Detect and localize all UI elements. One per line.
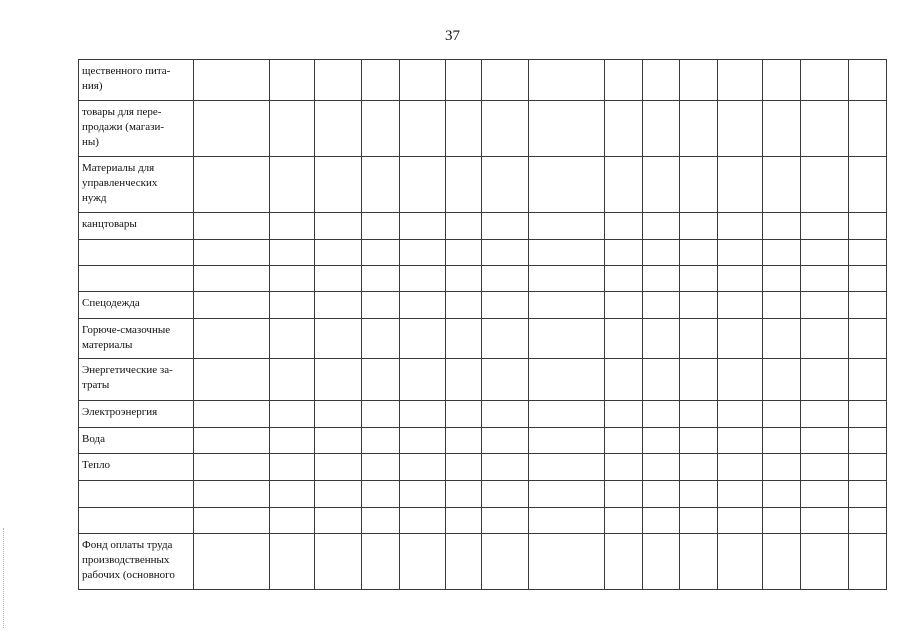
empty-data-cell xyxy=(801,319,849,359)
empty-data-cell xyxy=(270,359,315,401)
empty-data-cell xyxy=(605,481,643,508)
empty-data-cell xyxy=(718,101,763,157)
empty-data-cell xyxy=(315,508,362,534)
empty-data-cell xyxy=(529,454,605,481)
empty-data-cell xyxy=(849,359,887,401)
empty-data-cell xyxy=(315,101,362,157)
empty-data-cell xyxy=(849,508,887,534)
empty-data-cell xyxy=(482,240,529,266)
empty-data-cell xyxy=(194,101,270,157)
empty-data-cell xyxy=(763,319,801,359)
row-label-cell: Энергетические за- траты xyxy=(79,359,194,401)
empty-data-cell xyxy=(270,292,315,319)
empty-data-cell xyxy=(763,401,801,428)
empty-data-cell xyxy=(680,240,718,266)
empty-data-cell xyxy=(482,213,529,240)
empty-data-cell xyxy=(315,213,362,240)
empty-data-cell xyxy=(315,401,362,428)
empty-data-cell xyxy=(482,428,529,454)
empty-data-cell xyxy=(849,454,887,481)
empty-data-cell xyxy=(718,266,763,292)
empty-data-cell xyxy=(643,401,680,428)
empty-data-cell xyxy=(605,157,643,213)
row-label-cell: Тепло xyxy=(79,454,194,481)
empty-data-cell xyxy=(446,454,482,481)
table-row xyxy=(79,401,887,428)
empty-data-cell xyxy=(801,481,849,508)
empty-data-cell xyxy=(446,60,482,101)
row-label-cell: Вода xyxy=(79,428,194,454)
empty-data-cell xyxy=(529,101,605,157)
empty-data-cell xyxy=(270,454,315,481)
empty-data-cell xyxy=(849,213,887,240)
empty-data-cell xyxy=(643,266,680,292)
empty-data-cell xyxy=(362,157,400,213)
empty-data-cell xyxy=(718,292,763,319)
empty-data-cell xyxy=(446,508,482,534)
empty-data-cell xyxy=(270,319,315,359)
table-row xyxy=(79,60,887,101)
empty-data-cell xyxy=(801,60,849,101)
empty-data-cell xyxy=(763,428,801,454)
empty-data-cell xyxy=(643,292,680,319)
empty-data-cell xyxy=(270,401,315,428)
empty-data-cell xyxy=(446,266,482,292)
empty-data-cell xyxy=(801,454,849,481)
page-number: 37 xyxy=(445,28,460,44)
empty-data-cell xyxy=(763,240,801,266)
empty-data-cell xyxy=(362,481,400,508)
table-row xyxy=(79,428,887,454)
empty-data-cell xyxy=(315,359,362,401)
empty-data-cell xyxy=(605,534,643,590)
empty-data-cell xyxy=(400,292,446,319)
empty-data-cell xyxy=(529,508,605,534)
empty-data-cell xyxy=(801,266,849,292)
empty-data-cell xyxy=(763,292,801,319)
empty-data-cell xyxy=(446,240,482,266)
empty-data-cell xyxy=(801,508,849,534)
empty-data-cell xyxy=(605,401,643,428)
empty-data-cell xyxy=(315,292,362,319)
empty-data-cell xyxy=(680,481,718,508)
empty-data-cell xyxy=(643,213,680,240)
row-label-cell xyxy=(79,481,194,508)
empty-data-cell xyxy=(763,266,801,292)
empty-data-cell xyxy=(482,319,529,359)
empty-data-cell xyxy=(315,266,362,292)
empty-data-cell xyxy=(270,428,315,454)
empty-data-cell xyxy=(194,157,270,213)
empty-data-cell xyxy=(763,359,801,401)
empty-data-cell xyxy=(482,481,529,508)
empty-data-cell xyxy=(400,428,446,454)
empty-data-cell xyxy=(529,60,605,101)
empty-data-cell xyxy=(362,240,400,266)
empty-data-cell xyxy=(315,454,362,481)
empty-data-cell xyxy=(605,359,643,401)
empty-data-cell xyxy=(763,508,801,534)
empty-data-cell xyxy=(605,508,643,534)
empty-data-cell xyxy=(362,213,400,240)
table-row xyxy=(79,359,887,401)
empty-data-cell xyxy=(718,401,763,428)
empty-data-cell xyxy=(446,359,482,401)
empty-data-cell xyxy=(680,266,718,292)
empty-data-cell xyxy=(849,101,887,157)
empty-data-cell xyxy=(763,213,801,240)
empty-data-cell xyxy=(643,157,680,213)
empty-data-cell xyxy=(529,428,605,454)
empty-data-cell xyxy=(801,292,849,319)
empty-data-cell xyxy=(362,319,400,359)
row-label-cell: канцтовары xyxy=(79,213,194,240)
empty-data-cell xyxy=(849,60,887,101)
empty-data-cell xyxy=(270,60,315,101)
empty-data-cell xyxy=(718,454,763,481)
empty-data-cell xyxy=(362,101,400,157)
empty-data-cell xyxy=(446,534,482,590)
empty-data-cell xyxy=(400,508,446,534)
empty-data-cell xyxy=(315,157,362,213)
empty-data-cell xyxy=(400,101,446,157)
empty-data-cell xyxy=(849,534,887,590)
empty-data-cell xyxy=(718,319,763,359)
empty-data-cell xyxy=(763,157,801,213)
empty-data-cell xyxy=(362,292,400,319)
empty-data-cell xyxy=(315,481,362,508)
row-label-cell xyxy=(79,508,194,534)
empty-data-cell xyxy=(763,534,801,590)
empty-data-cell xyxy=(763,60,801,101)
empty-data-cell xyxy=(446,428,482,454)
empty-data-cell xyxy=(801,240,849,266)
empty-data-cell xyxy=(529,157,605,213)
empty-data-cell xyxy=(400,359,446,401)
empty-data-cell xyxy=(718,534,763,590)
empty-data-cell xyxy=(718,428,763,454)
empty-data-cell xyxy=(194,266,270,292)
empty-data-cell xyxy=(482,157,529,213)
empty-data-cell xyxy=(270,481,315,508)
empty-data-cell xyxy=(270,101,315,157)
table-row xyxy=(79,534,887,590)
empty-data-cell xyxy=(801,401,849,428)
empty-data-cell xyxy=(362,508,400,534)
empty-data-cell xyxy=(680,534,718,590)
row-label-cell: Спецодежда xyxy=(79,292,194,319)
empty-data-cell xyxy=(362,359,400,401)
empty-data-cell xyxy=(680,157,718,213)
empty-data-cell xyxy=(194,534,270,590)
table-row xyxy=(79,481,887,508)
empty-data-cell xyxy=(680,359,718,401)
empty-data-cell xyxy=(680,401,718,428)
table-row xyxy=(79,292,887,319)
empty-data-cell xyxy=(315,319,362,359)
empty-data-cell xyxy=(194,359,270,401)
empty-data-cell xyxy=(482,401,529,428)
empty-data-cell xyxy=(400,266,446,292)
empty-data-cell xyxy=(362,266,400,292)
empty-data-cell xyxy=(605,240,643,266)
empty-data-cell xyxy=(270,157,315,213)
empty-data-cell xyxy=(482,266,529,292)
table-row xyxy=(79,213,887,240)
cost-table xyxy=(78,59,887,590)
empty-data-cell xyxy=(643,60,680,101)
empty-data-cell xyxy=(270,213,315,240)
empty-data-cell xyxy=(315,534,362,590)
empty-data-cell xyxy=(362,454,400,481)
empty-data-cell xyxy=(529,534,605,590)
empty-data-cell xyxy=(362,534,400,590)
empty-data-cell xyxy=(194,454,270,481)
row-label-cell xyxy=(79,266,194,292)
empty-data-cell xyxy=(529,213,605,240)
empty-data-cell xyxy=(643,359,680,401)
empty-data-cell xyxy=(643,101,680,157)
empty-data-cell xyxy=(362,401,400,428)
empty-data-cell xyxy=(446,101,482,157)
empty-data-cell xyxy=(801,101,849,157)
row-label-cell: товары для пере- продажи (магази- ны) xyxy=(79,101,194,157)
empty-data-cell xyxy=(270,508,315,534)
empty-data-cell xyxy=(446,319,482,359)
empty-data-cell xyxy=(718,359,763,401)
empty-data-cell xyxy=(849,266,887,292)
empty-data-cell xyxy=(605,60,643,101)
empty-data-cell xyxy=(718,157,763,213)
empty-data-cell xyxy=(194,508,270,534)
row-label-cell xyxy=(79,240,194,266)
empty-data-cell xyxy=(605,266,643,292)
empty-data-cell xyxy=(605,213,643,240)
table-row xyxy=(79,240,887,266)
empty-data-cell xyxy=(605,319,643,359)
empty-data-cell xyxy=(529,292,605,319)
empty-data-cell xyxy=(482,534,529,590)
empty-data-cell xyxy=(643,319,680,359)
empty-data-cell xyxy=(849,319,887,359)
empty-data-cell xyxy=(605,454,643,481)
empty-data-cell xyxy=(680,319,718,359)
empty-data-cell xyxy=(482,292,529,319)
empty-data-cell xyxy=(194,240,270,266)
empty-data-cell xyxy=(529,401,605,428)
row-label-cell: щественного пита- ния) xyxy=(79,60,194,101)
empty-data-cell xyxy=(446,401,482,428)
empty-data-cell xyxy=(718,240,763,266)
empty-data-cell xyxy=(482,508,529,534)
empty-data-cell xyxy=(529,481,605,508)
empty-data-cell xyxy=(849,240,887,266)
empty-data-cell xyxy=(801,428,849,454)
empty-data-cell xyxy=(801,534,849,590)
empty-data-cell xyxy=(680,60,718,101)
empty-data-cell xyxy=(362,428,400,454)
empty-data-cell xyxy=(849,401,887,428)
empty-data-cell xyxy=(643,240,680,266)
empty-data-cell xyxy=(400,319,446,359)
scan-margin-marks xyxy=(3,528,5,628)
empty-data-cell xyxy=(446,292,482,319)
empty-data-cell xyxy=(482,454,529,481)
empty-data-cell xyxy=(400,454,446,481)
empty-data-cell xyxy=(446,157,482,213)
empty-data-cell xyxy=(194,428,270,454)
empty-data-cell xyxy=(718,508,763,534)
empty-data-cell xyxy=(643,454,680,481)
empty-data-cell xyxy=(763,481,801,508)
empty-data-cell xyxy=(849,428,887,454)
empty-data-cell xyxy=(194,401,270,428)
empty-data-cell xyxy=(801,213,849,240)
empty-data-cell xyxy=(446,213,482,240)
empty-data-cell xyxy=(643,481,680,508)
empty-data-cell xyxy=(194,481,270,508)
empty-data-cell xyxy=(849,292,887,319)
empty-data-cell xyxy=(680,213,718,240)
empty-data-cell xyxy=(446,481,482,508)
empty-data-cell xyxy=(718,60,763,101)
row-label-cell: Горюче-смазочные материалы xyxy=(79,319,194,359)
empty-data-cell xyxy=(194,292,270,319)
empty-data-cell xyxy=(529,319,605,359)
empty-data-cell xyxy=(643,534,680,590)
empty-data-cell xyxy=(400,157,446,213)
empty-data-cell xyxy=(529,266,605,292)
empty-data-cell xyxy=(763,454,801,481)
empty-data-cell xyxy=(849,481,887,508)
empty-data-cell xyxy=(643,428,680,454)
empty-data-cell xyxy=(270,266,315,292)
empty-data-cell xyxy=(605,428,643,454)
empty-data-cell xyxy=(605,101,643,157)
row-label-cell: Фонд оплаты труда производственных рабочих (основного xyxy=(79,534,194,590)
table-row xyxy=(79,157,887,213)
empty-data-cell xyxy=(270,534,315,590)
empty-data-cell xyxy=(400,401,446,428)
empty-data-cell xyxy=(482,359,529,401)
empty-data-cell xyxy=(680,508,718,534)
empty-data-cell xyxy=(482,60,529,101)
empty-data-cell xyxy=(400,534,446,590)
empty-data-cell xyxy=(529,240,605,266)
empty-data-cell xyxy=(605,292,643,319)
table-row xyxy=(79,266,887,292)
empty-data-cell xyxy=(482,101,529,157)
row-label-cell: Материалы для управленческих нужд xyxy=(79,157,194,213)
empty-data-cell xyxy=(718,213,763,240)
empty-data-cell xyxy=(194,60,270,101)
empty-data-cell xyxy=(801,359,849,401)
empty-data-cell xyxy=(680,101,718,157)
empty-data-cell xyxy=(315,428,362,454)
empty-data-cell xyxy=(680,454,718,481)
empty-data-cell xyxy=(763,101,801,157)
row-label-cell: Электроэнергия xyxy=(79,401,194,428)
empty-data-cell xyxy=(362,60,400,101)
empty-data-cell xyxy=(400,481,446,508)
empty-data-cell xyxy=(801,157,849,213)
empty-data-cell xyxy=(680,428,718,454)
empty-data-cell xyxy=(400,240,446,266)
table-row xyxy=(79,454,887,481)
table-row xyxy=(79,508,887,534)
empty-data-cell xyxy=(194,319,270,359)
table-row xyxy=(79,101,887,157)
empty-data-cell xyxy=(194,213,270,240)
empty-data-cell xyxy=(643,508,680,534)
empty-data-cell xyxy=(315,240,362,266)
empty-data-cell xyxy=(718,481,763,508)
empty-data-cell xyxy=(400,213,446,240)
empty-data-cell xyxy=(529,359,605,401)
empty-data-cell xyxy=(315,60,362,101)
empty-data-cell xyxy=(400,60,446,101)
empty-data-cell xyxy=(680,292,718,319)
empty-data-cell xyxy=(849,157,887,213)
empty-data-cell xyxy=(270,240,315,266)
table-row xyxy=(79,319,887,359)
